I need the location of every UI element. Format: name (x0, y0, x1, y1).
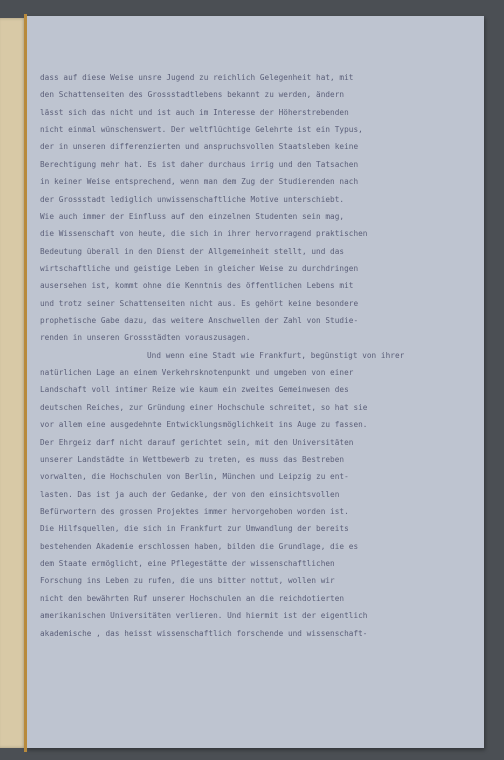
binding-edge (24, 14, 27, 752)
text-line: natürlichen Lage an einem Verkehrsknotenpunkt und umgeben von einer (40, 368, 354, 378)
text-line: dass auf diese Weise unsre Jugend zu reichlich Gelegenheit hat, mit (40, 73, 354, 82)
text-line: dem Staate ermöglicht, eine Pflegestätte der wissenschaftlichen (40, 559, 335, 569)
text-line: die Wissenschaft von heute, die sich in ihrer hervorragend praktischen (40, 229, 368, 239)
text-line: deutschen Reiches, zur Gründung einer Hochschule schreitet, so hat sie (40, 402, 368, 412)
text-line: wirtschaftliche und geistige Leben in gleicher Weise zu durchdringen (40, 263, 359, 273)
text-line: bestehenden Akademie erschlossen haben, bilden die Grundlage, die es (40, 541, 359, 551)
text-line: Landschaft voll intimer Reize wie kaum ein zweites Gemeinwesen des (40, 385, 349, 395)
text-line: Berechtigung mehr hat. Es ist daher durchaus irrig und den Tatsachen (40, 159, 359, 169)
text-line: akademische , das heisst wissenschaftlich forschende und wissenschaft- (40, 628, 368, 638)
text-line: nicht den bewährten Ruf unserer Hochschulen an die reichdotierten (40, 593, 345, 603)
text-line: Bedeutung überall in den Dienst der Allgemeinheit stellt, und das (40, 246, 345, 256)
text-line: nicht einmal wünschenswert. Der weltflüchtige Gelehrte ist ein Typus, (40, 125, 363, 135)
text-line: ausersehen ist, kommt ohne die Kenntnis des öffentlichen Lebens mit (40, 281, 354, 291)
text-line: und trotz seiner Schattenseiten nicht aus. Es gehört keine besondere (40, 298, 359, 308)
text-line: lasten. Das ist ja auch der Gedanke, der von den einsichtsvollen (40, 489, 340, 499)
text-line: der Grossstadt lediglich unwissenschaftliche Motive unterschiebt. (40, 194, 345, 204)
text-line: der in unseren differenzierten und anspruchsvollen Staatsleben keine (40, 142, 359, 152)
text-line: vorwalten, die Hochschulen von Berlin, München und Leipzig zu ent- (40, 472, 349, 482)
paragraph-start-line: Und wenn eine Stadt wie Frankfurt, begünstigt von ihrer (147, 350, 405, 360)
text-line: Befürwortern des grossen Projektes immer hervorgehoben worden ist. (40, 506, 349, 516)
text-line: renden in unseren Grossstädten vorauszusagen. (40, 333, 251, 343)
text-line: lässt sich das nicht und ist auch im Interesse der Höherstrebenden (40, 107, 349, 117)
text-line: Der Ehrgeiz darf nicht darauf gerichtet sein, mit den Universitäten (40, 437, 354, 447)
text-line: in keiner Weise entsprechend, wenn man dem Zug der Studierenden nach (40, 177, 359, 187)
text-line: unserer Landstädte in Wettbewerb zu treten, es muss das Bestreben (40, 454, 345, 464)
text-line: Die Hilfsquellen, die sich in Frankfurt zur Umwandlung der bereits (40, 524, 349, 534)
underlying-page-edge (0, 18, 26, 748)
text-line: den Schattenseiten des Grossstadtlebens bekannt zu werden, ändern (40, 90, 345, 100)
text-line: vor allem eine ausgedehnte Entwicklungsmöglichkeit ins Auge zu fassen. (40, 420, 368, 430)
text-line: Wie auch immer der Einfluss auf den einzelnen Studenten sein mag, (40, 211, 345, 221)
text-line: Forschung ins Leben zu rufen, die uns bitter nottut, wollen wir (40, 576, 335, 586)
text-line: amerikanischen Universitäten verlieren. Und hiermit ist der eigentlich (40, 611, 368, 621)
typewritten-text (40, 69, 474, 642)
text-line: prophetische Gabe dazu, das weitere Anschwellen der Zahl von Studie- (40, 316, 359, 326)
